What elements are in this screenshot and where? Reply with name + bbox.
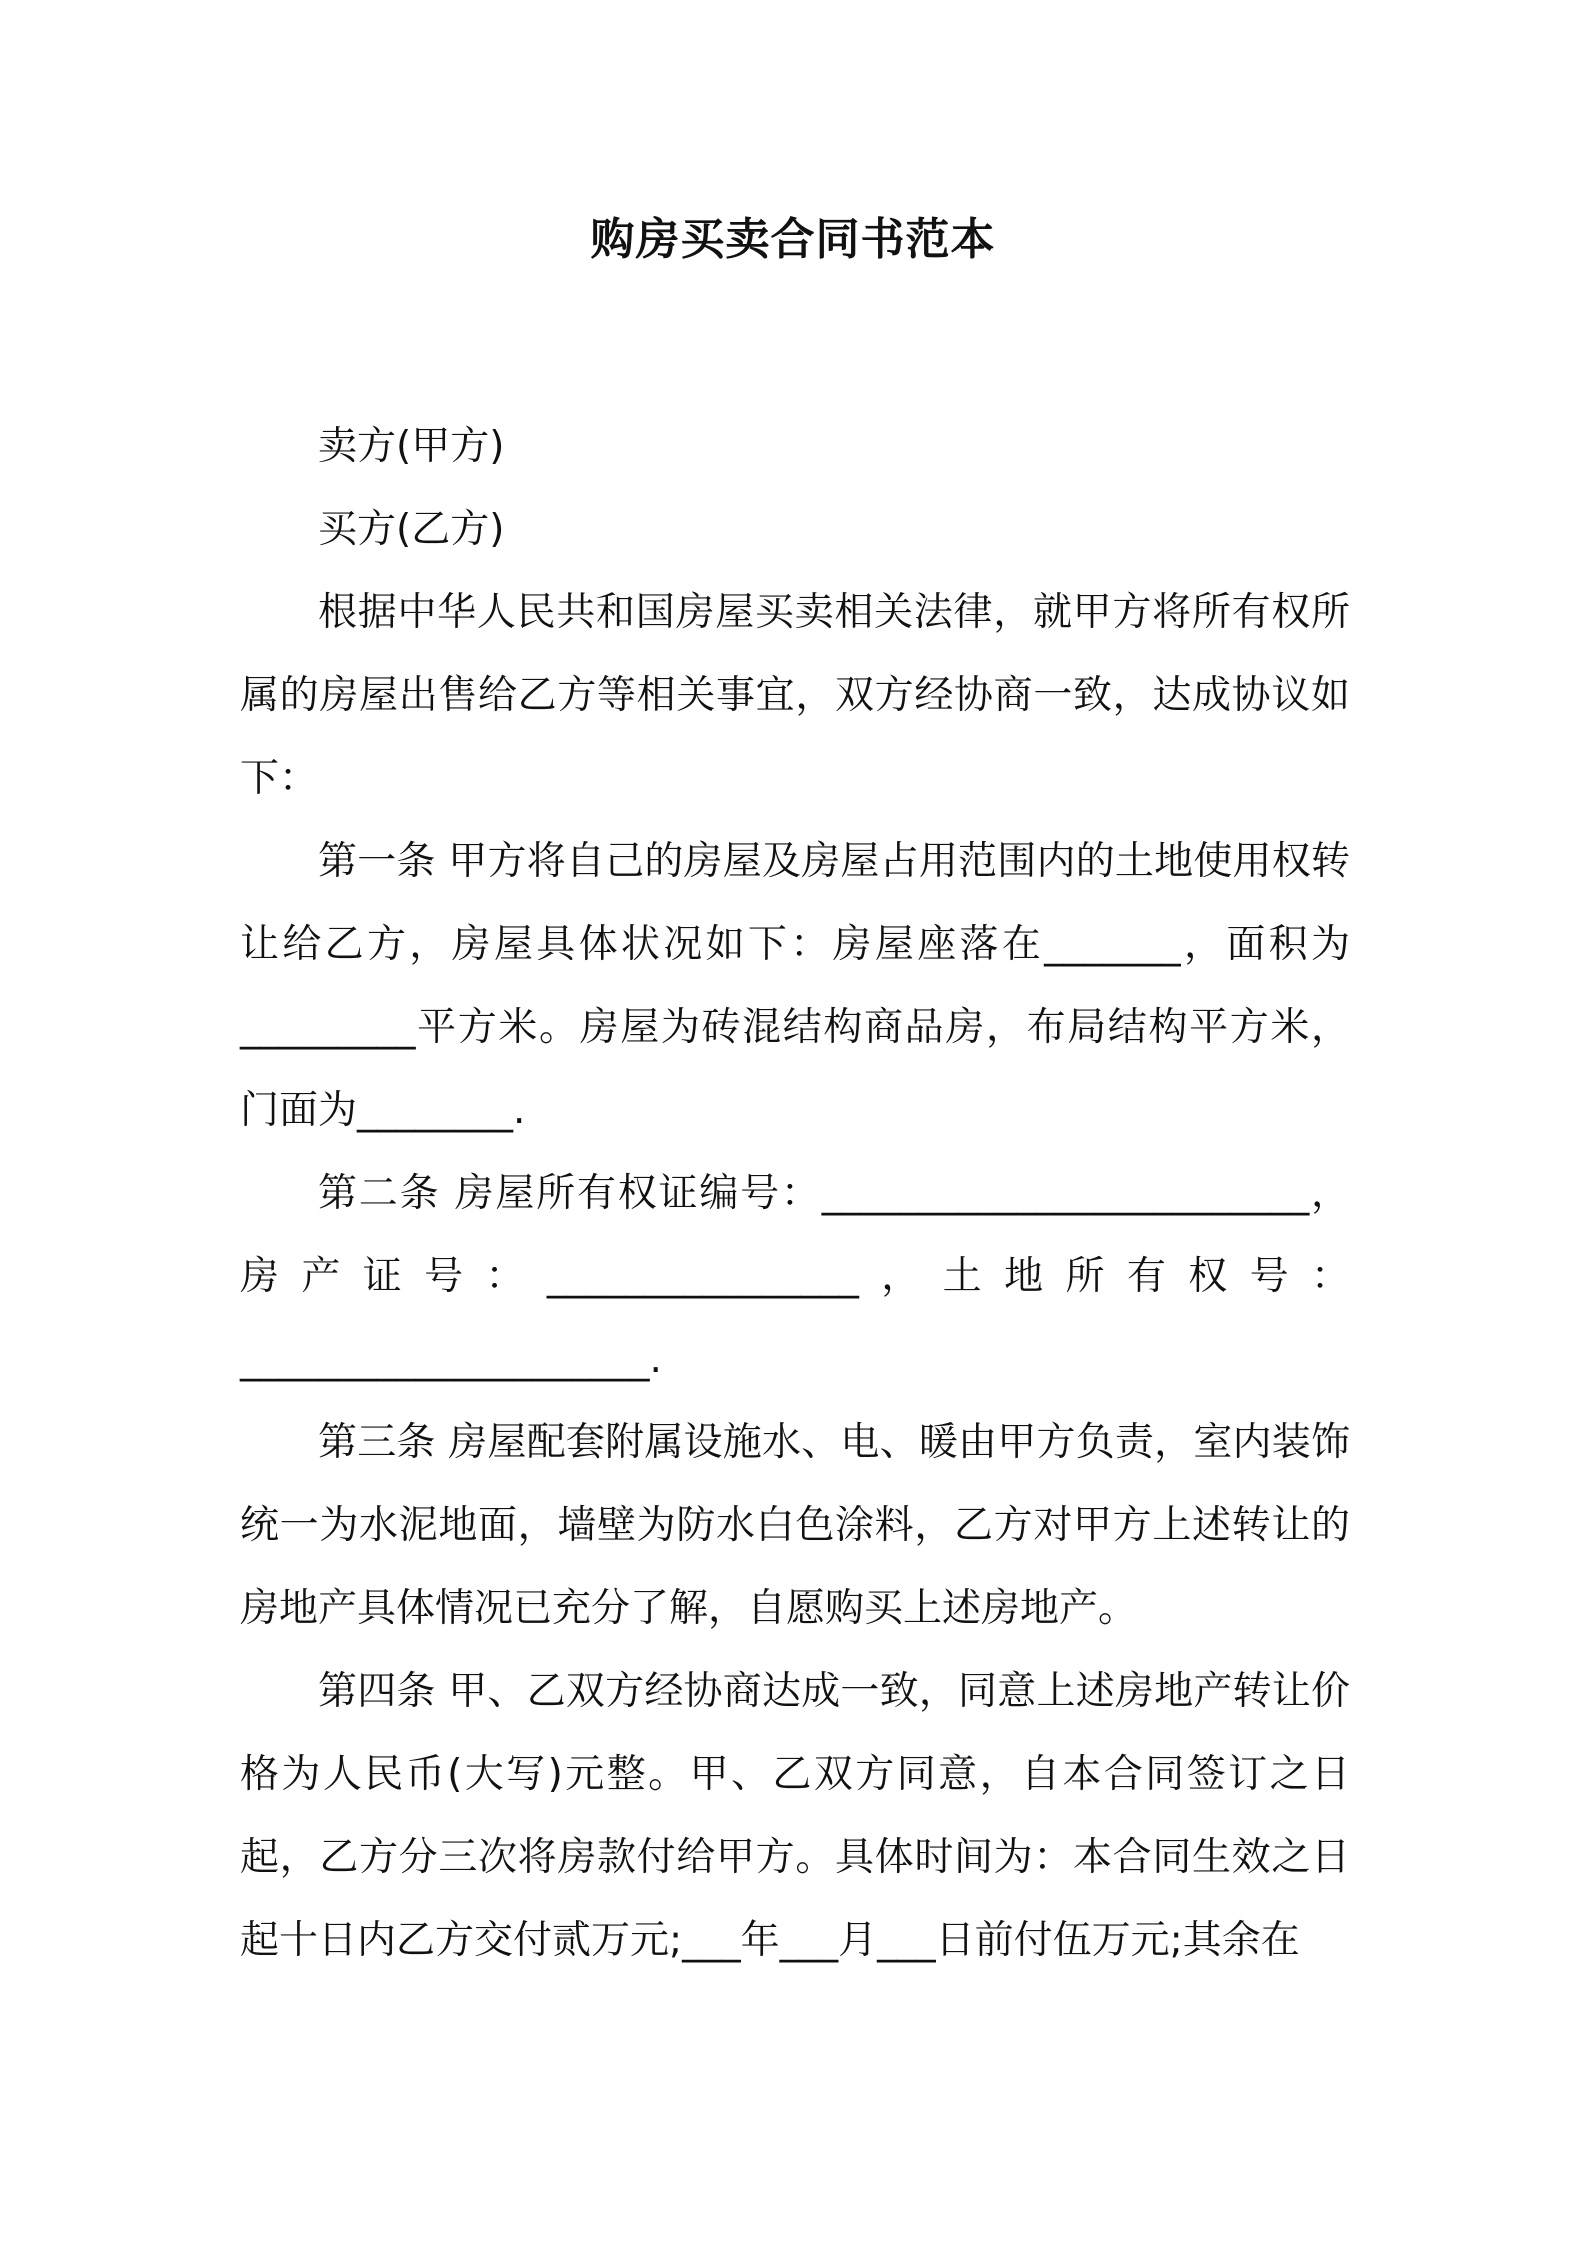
seller-line: 卖方(甲方)	[318, 424, 505, 469]
buyer-line: 买方(乙方)	[318, 507, 505, 552]
article-4-paragraph: 第四条 甲、乙双方经协商达成一致，同意上述房地产转让价格为人民币(大写)元整。甲、乙双方同意，自本合同签订之日起，乙方分三次将房款付给甲方。具体时间为：本合同生效之日起十日内乙方交付贰万元;___年___月___日前付伍万元;其余在	[240, 1669, 1350, 1963]
preamble-paragraph: 根据中华人民共和国房屋买卖相关法律，就甲方将所有权所属的房屋出售给乙方等相关事宜，双方经协商一致，达成协议如下：	[240, 590, 1350, 801]
article-3-paragraph: 第三条 房屋配套附属设施水、电、暖由甲方负责，室内装饰统一为水泥地面，墙壁为防水白色涂料，乙方对甲方上述转让的房地产具体情况已充分了解，自愿购买上述房地产。	[240, 1420, 1350, 1631]
document-body	[240, 405, 1350, 1982]
document-title: 购房买卖合同书范本	[590, 214, 996, 265]
article-2-paragraph: 第二条 房屋所有权证编号：_________________________，房产证号：________________，土地所有权号：_____________________.	[240, 1171, 1350, 1382]
article-1-paragraph: 第一条 甲方将自己的房屋及房屋占用范围内的土地使用权转让给乙方，房屋具体状况如下：房屋座落在_______，面积为_________平方米。房屋为砖混结构商品房，布局结构平方米，门面为________.	[240, 839, 1350, 1133]
